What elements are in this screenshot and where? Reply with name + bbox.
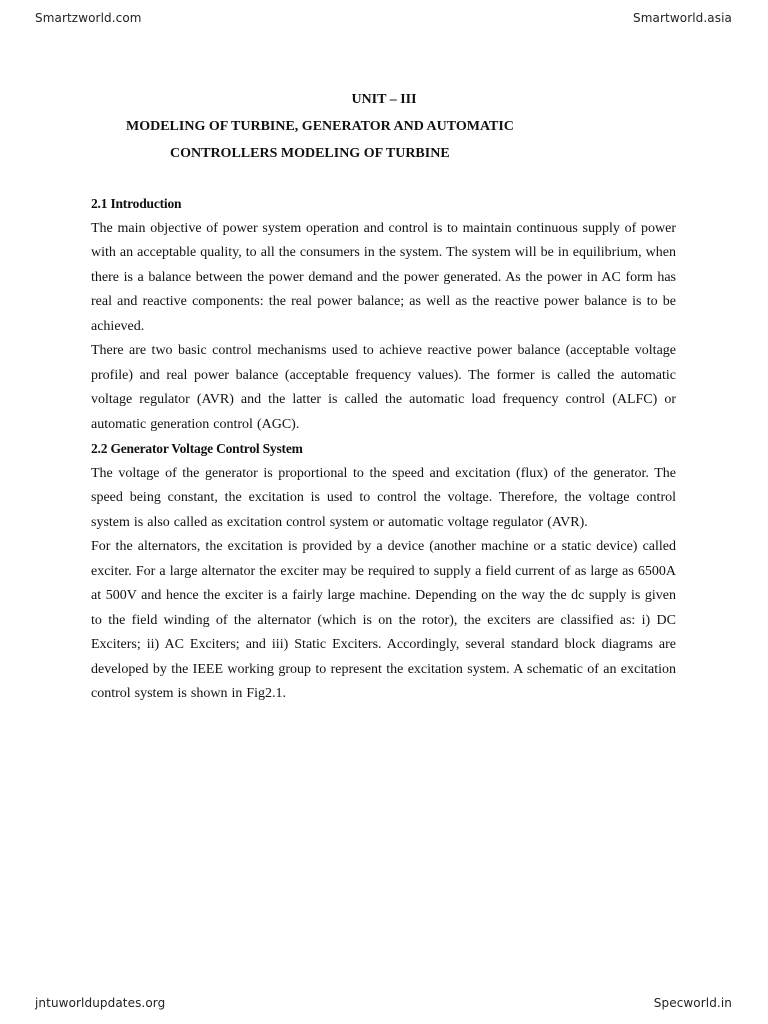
footer-right-watermark: Specworld.in <box>653 996 732 1010</box>
section-heading: 2.2 Generator Voltage Control System <box>91 441 303 456</box>
paragraph: The voltage of the generator is proportional to the speed and excitation (flux) of the generator. The speed being constant, the excitation is used to control the voltage. Therefore, the voltage control system is also called as excitation control system or automatic voltage regulator (AVR). <box>91 465 676 530</box>
document-title-line-1: MODELING OF TURBINE, GENERATOR AND AUTOMATIC <box>126 119 514 134</box>
document-title-line-2: CONTROLLERS MODELING OF TURBINE <box>170 146 450 161</box>
paragraph: The main objective of power system operation and control is to maintain continuous supply of power with an acceptable quality, to all the consumers in the system. The system will be in equilibrium, when there is a balance between the power demand and the power generated. As the power in AC form has real and reactive components: the real power balance; as well as the reactive power balance is to be achieved. <box>91 220 676 334</box>
section-generator-voltage-control <box>91 437 676 707</box>
unit-label: UNIT – III <box>351 92 417 107</box>
footer-left-watermark: jntuworldupdates.org <box>35 996 166 1010</box>
header-right-watermark: Smartworld.asia <box>633 11 732 25</box>
paragraph: There are two basic control mechanisms used to achieve reactive power balance (acceptable voltage profile) and real power balance (acceptable frequency values). The former is called the automatic voltage regulator (AVR) and the latter is called the automatic load frequency control (ALFC) or automatic generation control (AGC). <box>91 343 676 432</box>
section-heading: 2.1 Introduction <box>91 196 182 211</box>
header-left-watermark: Smartzworld.com <box>35 11 142 25</box>
paragraph: For the alternators, the excitation is provided by a device (another machine or a static device) called exciter. For a large alternator the exciter may be required to supply a field current of as large as 6500A at 500V and hence the exciter is a fairly large machine. Depending on the way the dc supply is given to the field winding of the alternator (which is on the rotor), the exciters are classified as: i) DC Exciters; ii) AC Exciters; and iii) Static Exciters. Accordingly, several standard block diagrams are developed by the IEEE working group to represent the excitation system. A schematic of an excitation control system is shown in Fig2.1. <box>91 539 676 701</box>
section-introduction <box>91 192 676 437</box>
